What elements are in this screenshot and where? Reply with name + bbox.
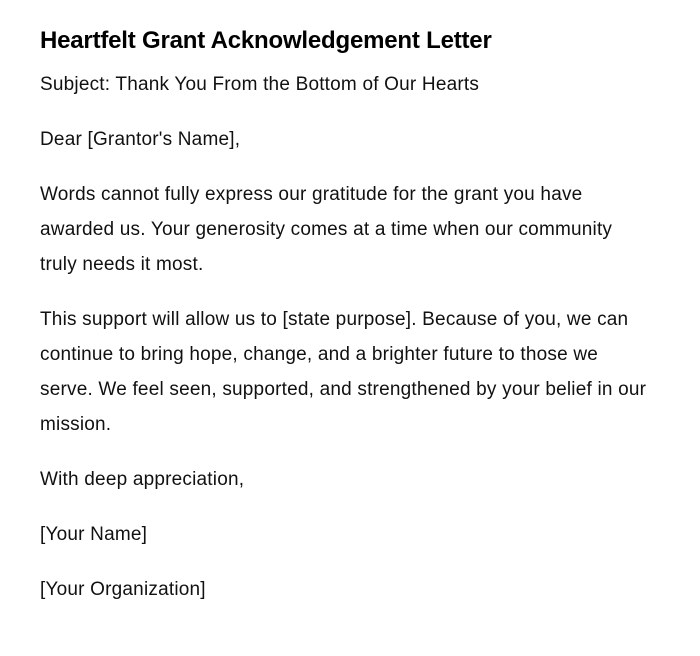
letter-signature-organization: [Your Organization] — [40, 579, 206, 600]
letter-paragraph-purpose: This support will allow us to [state purpose]. Because of you, we can continue to bring hope, change, and a brighter future to those we serve. We feel seen, supported, and strengthened by your belief in our mission. — [40, 309, 647, 435]
letter-subject: Subject: Thank You From the Bottom of Our Hearts — [40, 74, 480, 95]
letter-document — [40, 24, 650, 607]
letter-signature-name: [Your Name] — [40, 524, 148, 545]
letter-salutation: Dear [Grantor's Name], — [40, 129, 241, 150]
letter-paragraph-gratitude: Words cannot fully express our gratitude for the grant you have awarded us. Your generosity comes at a time when our community truly needs it most. — [40, 184, 613, 275]
letter-title: Heartfelt Grant Acknowledgement Letter — [40, 27, 492, 54]
letter-closing: With deep appreciation, — [40, 469, 245, 490]
